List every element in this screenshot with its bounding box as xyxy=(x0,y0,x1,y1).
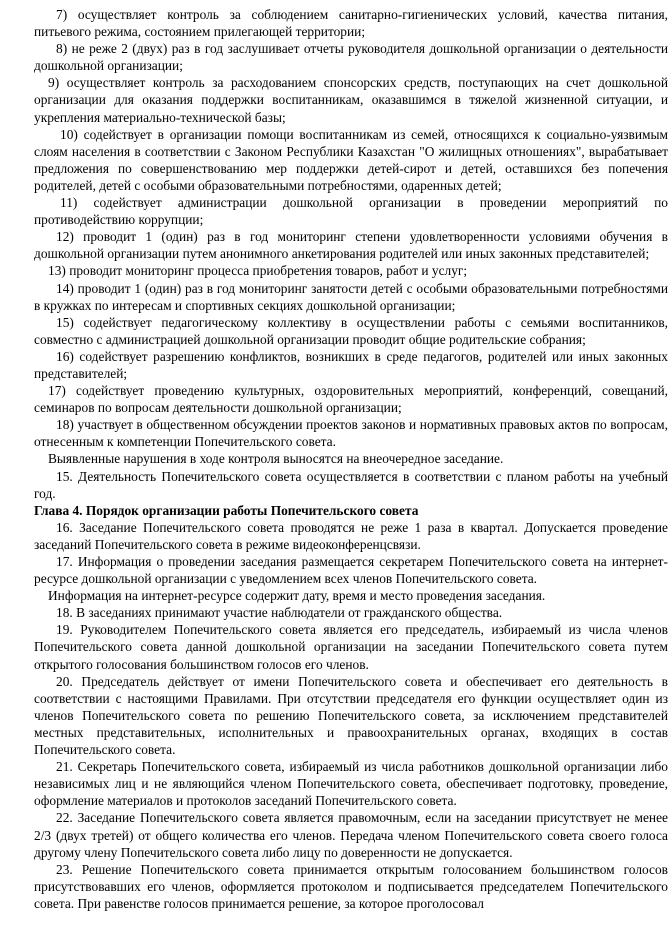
paragraph-7: 7) осуществляет контроль за соблюдением санитарно-гигиенических условий, качества питания, питьевого режима, состоянием прилегающей территории; xyxy=(34,7,668,40)
clause-18: 18. В заседаниях принимают участие наблюдатели от гражданского общества. xyxy=(56,605,503,621)
clause-16: 16. Заседание Попечительского совета проводятся не реже 1 раза в квартал. Допускается проведение заседаний Попечительского совета в режиме видеоконференцсвязи. xyxy=(34,519,668,552)
clause-17-info: Информация на интернет-ресурсе содержит дату, время и место проведения заседания. xyxy=(48,588,546,604)
paragraph-16: 16) содействует разрешению конфликтов, возникших в среде педагогов, родителей или иных законных представителей; xyxy=(34,348,668,381)
chapter-4-heading: Глава 4. Порядок организации работы Попечительского совета xyxy=(34,502,419,518)
paragraph-13: 13) проводит мониторинг процесса приобретения товаров, работ и услуг; xyxy=(48,263,468,279)
paragraph-14: 14) проводит 1 (один) раз в год мониторинг занятости детей с особыми образовательными потребностями в кружках по интересам и спортивных секциях дошкольной организации; xyxy=(34,280,668,313)
paragraph-violations: Выявленные нарушения в ходе контроля выносятся на внеочередное заседание. xyxy=(48,451,504,467)
clause-15: 15. Деятельность Попечительского совета осуществляется в соответствии с планом работы на учебный год. xyxy=(34,468,668,501)
clause-23: 23. Решение Попечительского совета принимается открытым голосованием большинством голосов присутствовавших его членов, оформляется протоколом и подписывается председателем Попечительского совета. При равенстве голосов принимается решение, за которое проголосовал xyxy=(34,861,668,911)
clause-20: 20. Председатель действует от имени Попечительского совета и обеспечивает его деятельность в соответствии с настоящими Правилами. При отсутствии председателя его функции осуществляет один из членов Попечительского совета по решению Попечительского совета, за исключением представителей местных представительных, исполнительных и правоохранительных органах, входящих в состав Попечительского совета. xyxy=(34,673,668,758)
paragraph-10: 10) содействует в организации помощи воспитанникам из семей, относящихся к социально-уязвимым слоям населения в соответствии с Законом Республики Казахстан "О жилищных отношениях", вырабатывает предложения по совершенствованию мер поддержки детей-сирот и детей, оставшихся без попечения родителей, детей с особыми образовательными потребностями, одаренных детей; xyxy=(34,126,668,193)
paragraph-12: 12) проводит 1 (один) раз в год мониторинг степени удовлетворенности условиями обучения в дошкольной организации путем анонимного анкетирования родителей или иных законных представителей; xyxy=(34,229,668,262)
paragraph-18: 18) участвует в общественном обсуждении проектов законов и нормативных правовых актов по вопросам, отнесенным к компетенции Попечительского совета. xyxy=(34,417,668,450)
paragraph-15: 15) содействует педагогическому коллективу в осуществлении работы с семьями воспитанников, совместно с администрацией дошкольной организации проводит общие родительские собрания; xyxy=(34,314,668,347)
paragraph-11: 11) содействует администрации дошкольной организации в проведении мероприятий по противодействию коррупции; xyxy=(34,195,668,228)
clause-17: 17. Информация о проведении заседания размещается секретарем Попечительского совета на интернет-ресурсе дошкольной организации с уведомлением всех членов Попечительского совета. xyxy=(34,554,668,587)
clause-22: 22. Заседание Попечительского совета является правомочным, если на заседании присутствует не менее 2/3 (двух третей) от общего количества его членов. Передача членом Попечительского совета своего голоса другому члену Попечительского совета либо лицу по доверенности не допускается. xyxy=(34,810,668,860)
clause-21: 21. Секретарь Попечительского совета, избираемый из числа работников дошкольной организации либо независимых лиц и не являющийся членом Попечительского совета, обеспечивает подготовку, проведение, оформление материалов и протоколов заседаний Попечительского совета. xyxy=(34,759,668,809)
paragraph-17: 17) содействует проведению культурных, оздоровительных мероприятий, конференций, совещаний, семинаров по вопросам деятельности дошкольной организации; xyxy=(34,383,668,416)
clause-19: 19. Руководителем Попечительского совета является его председатель, избираемый из числа членов Попечительского совета данной дошкольной организации на заседании Попечительского совета путем открытого голосования большинством голосов его членов. xyxy=(34,622,668,672)
paragraph-8: 8) не реже 2 (двух) раз в год заслушивает отчеты руководителя дошкольной организации о деятельности дошкольной организации; xyxy=(34,41,668,74)
paragraph-9: 9) осуществляет контроль за расходованием спонсорских средств, поступающих на счет дошкольной организации для оказания поддержки воспитанникам, оказавшимся в тяжелой жизненной ситуации, и укрепления материально-технической базы; xyxy=(34,75,668,125)
